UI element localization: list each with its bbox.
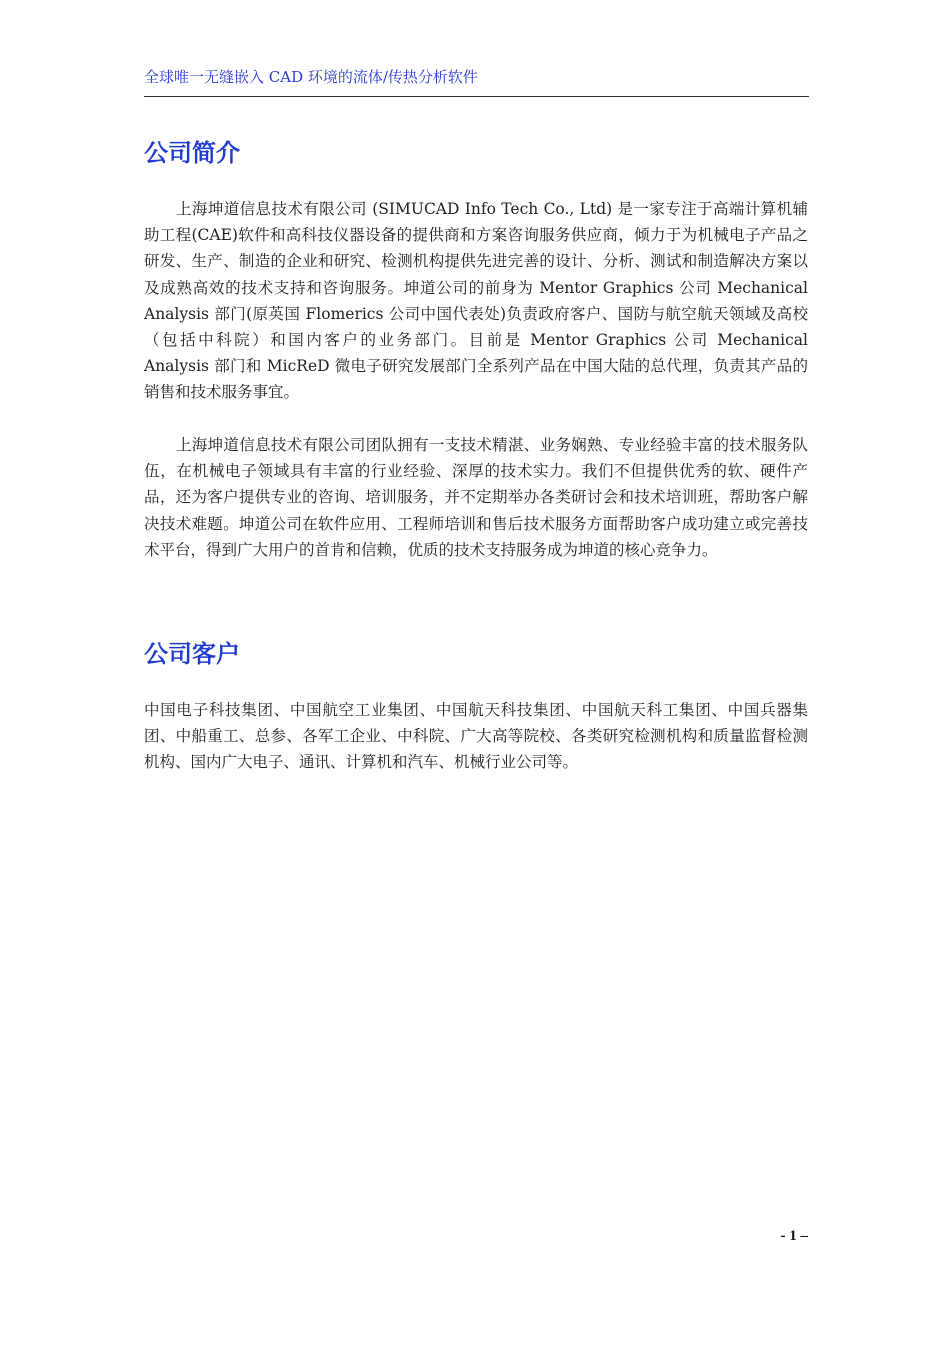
section-title-customers: 公司客户	[144, 640, 240, 668]
header-text: 全球唯一无缝嵌入 CAD 环境的流体/传热分析软件	[144, 68, 478, 86]
company-profile-paragraph-1: 上海坤道信息技术有限公司 (SIMUCAD Info Tech Co., Ltd) 是一家专注于高端计算机辅助工程(CAE)软件和高科技仪器设备的提供商和方案咨询服务供应商，倾力于为机械电子产品之研发、生产、制造的企业和研究、检测机构提供先进完善的设计、分析、测试和制造解决方案以及成熟高效的技术支持和咨询服务。坤道公司的前身为 Mentor Graphics 公司 Mechanical Analysis 部门(原英国 Flomerics 公司中国代表处)负责政府客户、国防与航空航天领域及高校（包括中科院）和国内客户的业务部门。目前是 Mentor Graphics 公司 Mechanical Analysis 部门和 MicReD 微电子研究发展部门全系列产品在中国大陆的总代理，负责其产品的销售和技术服务事宜。	[144, 200, 808, 402]
section-title-company-profile: 公司简介	[144, 139, 240, 167]
page-number: - 1 –	[780, 1228, 808, 1244]
page-header	[144, 66, 809, 97]
customers-paragraph: 中国电子科技集团、中国航空工业集团、中国航天科技集团、中国航天科工集团、中国兵器集团、中船重工、总参、各军工企业、中科院、广大高等院校、各类研究检测机构和质量监督检测机构、国内广大电子、通讯、计算机和汽车、机械行业公司等。	[144, 701, 808, 772]
company-profile-paragraph-2: 上海坤道信息技术有限公司团队拥有一支技术精湛、业务娴熟、专业经验丰富的技术服务队伍，在机械电子领域具有丰富的行业经验、深厚的技术实力。我们不但提供优秀的软、硬件产品，还为客户提供专业的咨询、培训服务，并不定期举办各类研讨会和技术培训班，帮助客户解决技术难题。坤道公司在软件应用、工程师培训和售后技术服务方面帮助客户成功建立或完善技术平台，得到广大用户的首肯和信赖，优质的技术支持服务成为坤道的核心竞争力。	[144, 436, 808, 559]
